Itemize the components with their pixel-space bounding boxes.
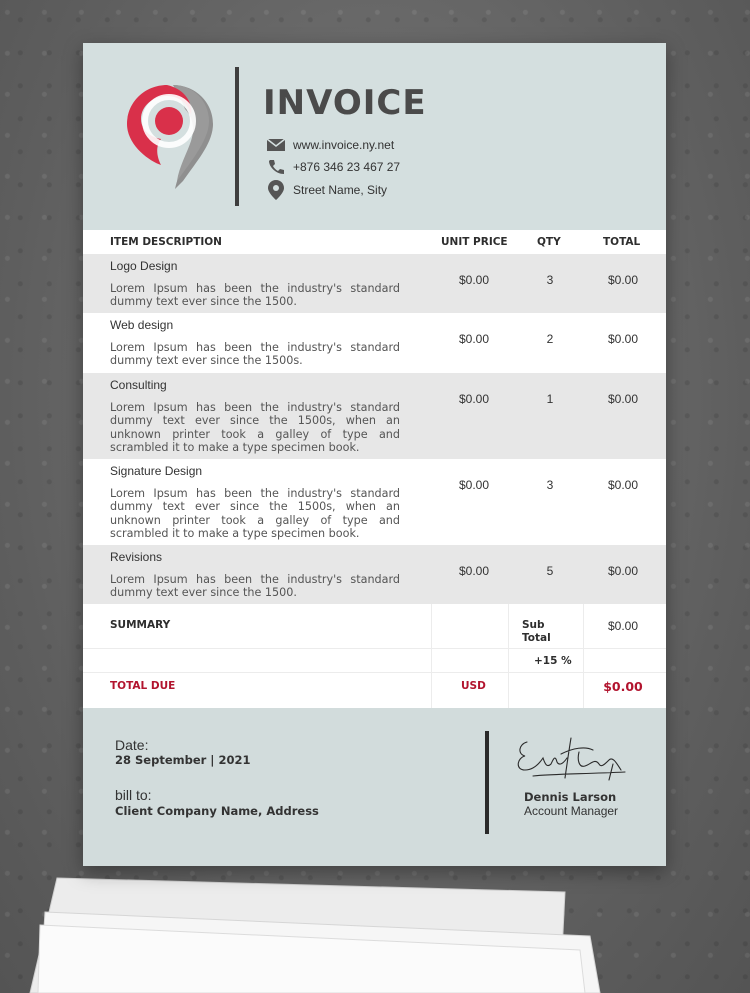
summary-col-line [508, 604, 509, 708]
currency-label: USD [461, 680, 486, 692]
phone-icon [266, 159, 286, 175]
item-qty: 3 [546, 273, 554, 287]
summary-section [83, 604, 666, 708]
subtotal-label-line1: Sub [522, 619, 545, 631]
table-row [83, 373, 666, 459]
subtotal-value: $0.00 [607, 619, 639, 633]
item-total: $0.00 [607, 273, 639, 287]
col-unit-price: UNIT PRICE [441, 236, 508, 248]
address-text: Street Name, Sity [293, 183, 388, 197]
item-qty: 1 [546, 392, 554, 406]
item-description: Lorem Ipsum has been the industry's standard dummy text ever since the 1500s, when an unknown printer took a galley of type and scrambled it to make a type specimen book. [110, 401, 400, 454]
invoice-header [83, 43, 666, 230]
item-description: Lorem Ipsum has been the industry's standard dummy text ever since the 1500. [110, 573, 400, 600]
invoice-footer [83, 708, 666, 866]
date-value: 28 September | 2021 [115, 753, 251, 767]
item-total: $0.00 [607, 478, 639, 492]
bill-to-value: Client Company Name, Address [115, 804, 319, 818]
item-description: Lorem Ipsum has been the industry's standard dummy text ever since the 1500s. [110, 341, 400, 368]
table-row [83, 254, 666, 313]
total-due-label: TOTAL DUE [110, 680, 176, 692]
summary-col-line [431, 604, 432, 708]
col-qty: QTY [537, 236, 561, 248]
item-qty: 2 [546, 332, 554, 346]
contact-phone [266, 159, 400, 175]
location-pin-logo [127, 81, 213, 189]
website-text: www.invoice.ny.net [293, 138, 395, 152]
summary-col-line [583, 604, 584, 708]
item-unit-price: $0.00 [458, 478, 490, 492]
item-unit-price: $0.00 [458, 564, 490, 578]
col-total: TOTAL [603, 236, 641, 248]
signature-mark [513, 734, 628, 786]
item-total: $0.00 [607, 564, 639, 578]
total-due-value: $0.00 [603, 679, 643, 694]
summary-row-line [83, 672, 666, 673]
contact-address [266, 179, 387, 201]
col-description: ITEM DESCRIPTION [110, 236, 222, 248]
item-description: Lorem Ipsum has been the industry's standard dummy text ever since the 1500s, when an unknown printer took a galley of type and scrambled it to make a type specimen book. [110, 487, 400, 540]
item-unit-price: $0.00 [458, 273, 490, 287]
bill-to-label: bill to: [115, 787, 152, 803]
item-description: Lorem Ipsum has been the industry's standard dummy text ever since the 1500. [110, 282, 400, 309]
item-name: Logo Design [110, 259, 178, 273]
signer-title: Account Manager [524, 804, 619, 818]
date-label: Date: [115, 737, 149, 753]
table-row [83, 313, 666, 373]
item-qty: 5 [546, 564, 554, 578]
envelope-icon [266, 137, 286, 153]
phone-text: +876 346 23 467 27 [293, 160, 401, 174]
invoice-sheet [83, 43, 666, 866]
item-total: $0.00 [607, 332, 639, 346]
table-row [83, 545, 666, 604]
invoice-title: INVOICE [263, 83, 427, 123]
item-unit-price: $0.00 [458, 332, 490, 346]
summary-row-line [83, 648, 666, 649]
item-name: Web design [110, 318, 174, 332]
summary-label: SUMMARY [110, 619, 171, 631]
item-unit-price: $0.00 [458, 392, 490, 406]
header-divider [235, 67, 239, 206]
item-name: Signature Design [110, 464, 203, 478]
footer-divider [485, 731, 489, 834]
item-name: Consulting [110, 378, 167, 392]
contact-website [266, 137, 394, 153]
table-row [83, 459, 666, 545]
tax-rate: +15 % [534, 655, 572, 667]
map-pin-icon [266, 179, 286, 201]
table-header [83, 230, 666, 254]
item-name: Revisions [110, 550, 163, 564]
subtotal-label-line2: Total [522, 632, 551, 644]
item-total: $0.00 [607, 392, 639, 406]
signer-name: Dennis Larson [524, 790, 617, 804]
item-qty: 3 [546, 478, 554, 492]
